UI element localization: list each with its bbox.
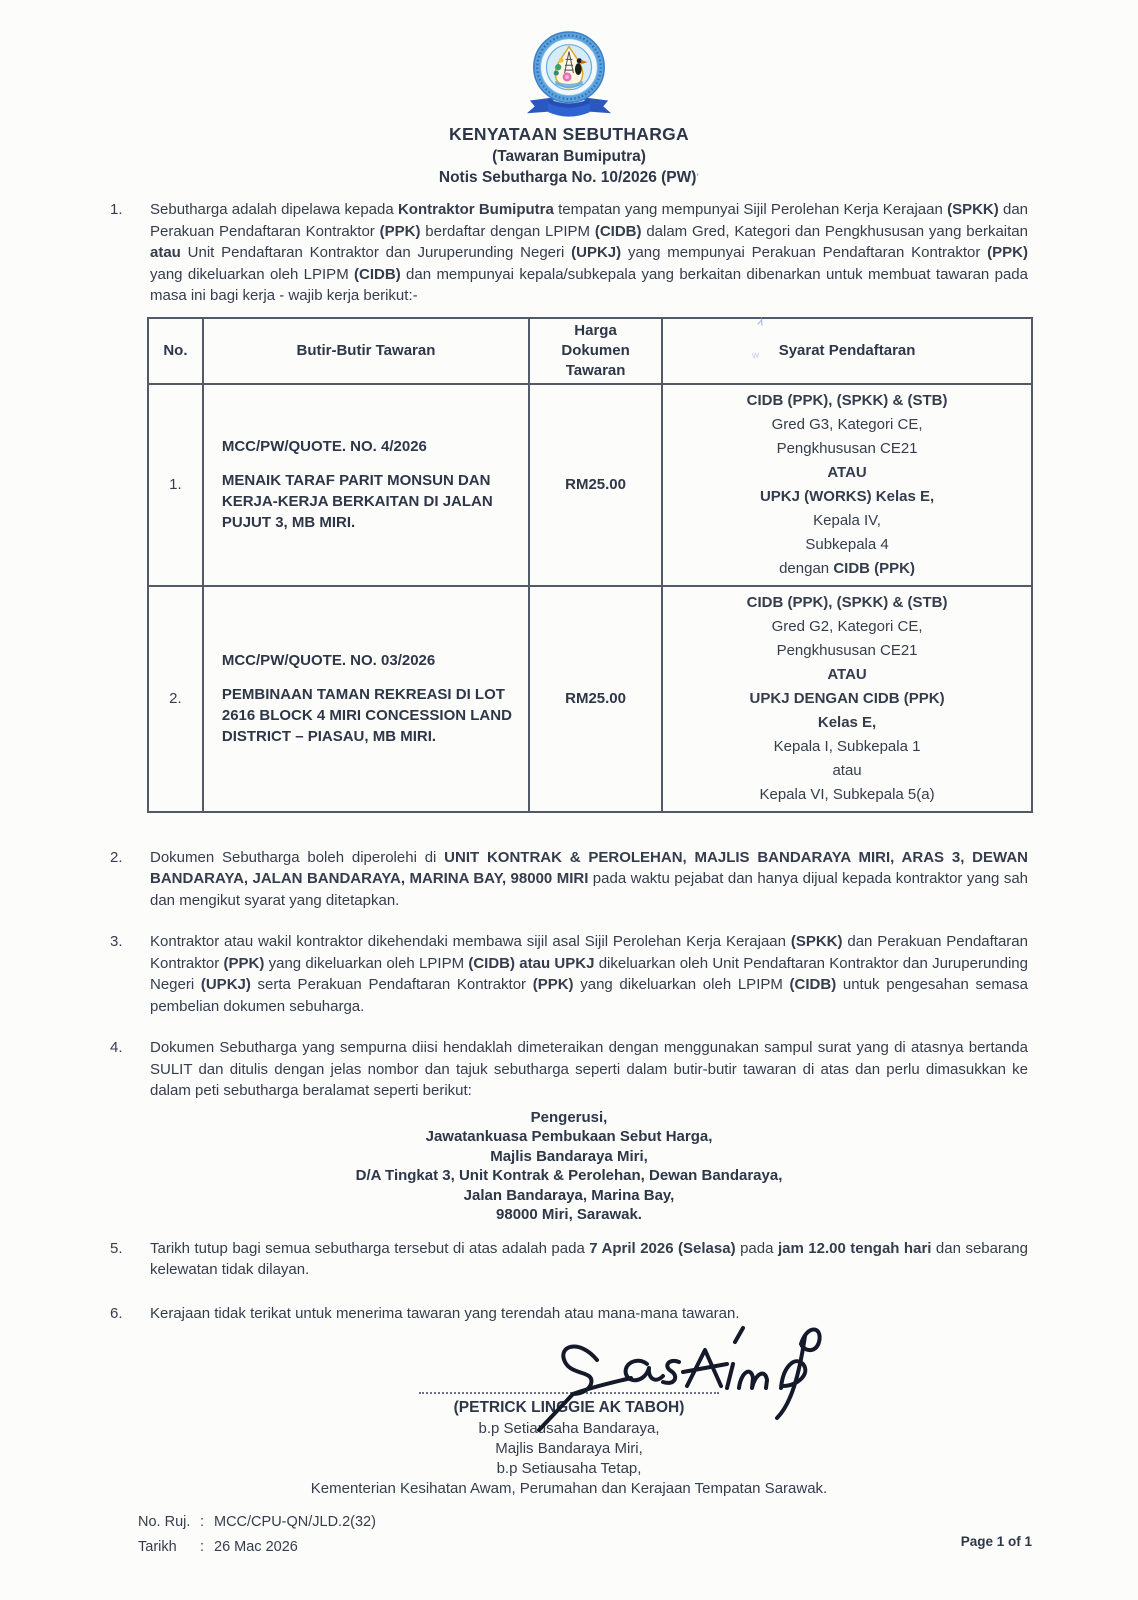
document-header: [0, 0, 1138, 189]
signature-block: [110, 1328, 1028, 1499]
paragraph-1: [110, 199, 1028, 307]
tender-table: [147, 317, 1033, 813]
ref-value: MCC/CPU-QN/JLD.2(32): [214, 1514, 376, 1530]
table-row: [148, 586, 1032, 812]
paragraph-4: [110, 1037, 1028, 1102]
signatory-titles: b.p Setiausaha Bandaraya, Majlis Bandaraya Miri, b.p Setiausaha Tetap, Kementerian Kesihatan Awam, Perumahan dan Kerajaan Tempatan Sarawak.: [310, 1420, 828, 1497]
registration-requirements: CIDB (PPK), (SPKK) & (STB) Gred G3, Kategori CE, Pengkhususan CE21 ATAU UPKJ (WORKS) Kelas E, Kepala IV, Subkepala 4 dengan CIDB (PPK): [662, 384, 1032, 586]
ref-colon: :: [200, 1514, 205, 1530]
paragraph-text: Dokumen Sebutharga yang sempurna diisi hendaklah dimeteraikan dengan menggunakan sampul surat yang di atasnya bertanda SULIT dan ditulis dengan jelas nombor dan tajuk sebutharga seperti dalam butir-butir tawaran di atas dan perlu dimasukkan ke dalam peti sebutharga beralamat seperti berikut:: [150, 1039, 1028, 1099]
document-price: RM25.00: [529, 384, 662, 586]
page-number: Page 1 of 1: [960, 1534, 1032, 1549]
crest-svg: [510, 30, 628, 122]
signatory-name: (PETRICK LINGGIE AK TABOH): [453, 1399, 685, 1416]
miri-city-council-crest-icon: [0, 30, 1138, 122]
paragraph-2: [110, 847, 1028, 912]
reference-footer: [138, 1510, 376, 1560]
scan-mark: ʼ: [696, 171, 700, 185]
paragraph-5: [110, 1238, 1028, 1281]
quote-ref: MCC/PW/QUOTE. NO. 4/2026: [221, 438, 427, 455]
date-value: 26 Mac 2026: [214, 1539, 298, 1555]
submission-address: Pengerusi, Jawatankuasa Pembukaan Sebut Harga, Majlis Bandaraya Miri, D/A Tingkat 3, Unit Kontrak & Perolehan, Dewan Bandaraya, Jalan Bandaraya, Marina Bay, 98000 Miri, Sarawak.: [355, 1108, 783, 1223]
scan-artifact: w: [751, 349, 760, 362]
date-colon: :: [200, 1539, 205, 1555]
col-header-butir: Butir-Butir Tawaran: [203, 318, 529, 384]
paragraph-text: Kontraktor atau wakil kontraktor dikehendaki membawa sijil asal Sijil Perolehan Kerja Kerajaan (SPKK) dan Perakuan Pendaftaran Kontraktor (PPK) yang dikeluarkan oleh LPIPM (CIDB) atau UPKJ dikeluarkan oleh Unit Pendaftaran Kontraktor dan Juruperunding Negeri (UPKJ) serta Perakuan Pendaftaran Kontraktor (PPK) yang dikeluarkan oleh LPIPM (CIDB) untuk pengesahan semasa pembelian dokumen sebuharga.: [150, 933, 1028, 1015]
signature-line: [419, 1392, 719, 1394]
paragraph-text: Tarikh tutup bagi semua sebutharga tersebut di atas adalah pada 7 April 2026 (Selasa) pada jam 12.00 tengah hari dan sebarang kelewatan tidak dilayan.: [150, 1239, 1028, 1278]
tender-details: [203, 586, 529, 812]
quote-ref: MCC/PW/QUOTE. NO. 03/2026: [221, 652, 436, 669]
document-price: RM25.00: [529, 586, 662, 812]
col-header-syarat: Syarat Pendaftaran: [662, 318, 1032, 384]
table-row: [148, 384, 1032, 586]
paragraph-number: 3.: [110, 933, 123, 950]
notice-number: Notis Sebutharga No. 10/2026 (PW)ʼ: [438, 169, 700, 186]
paragraph-3: [110, 931, 1028, 1017]
date-label: Tarikh: [138, 1539, 177, 1555]
registration-requirements: CIDB (PPK), (SPKK) & (STB) Gred G2, Kategori CE, Pengkhususan CE21 ATAU UPKJ DENGAN CIDB (PPK) Kelas E, Kepala I, Subkepala 1 atau Kepala VI, Subkepala 5(a): [662, 586, 1032, 812]
row-number: 2.: [148, 586, 203, 812]
paragraph-6: [110, 1303, 1028, 1325]
col-header-no: No.: [148, 318, 203, 384]
paragraph-number: 5.: [110, 1239, 123, 1257]
ref-label: No. Ruj.: [138, 1514, 191, 1530]
page-subtitle: (Tawaran Bumiputra): [492, 148, 646, 165]
paragraph-text: Dokumen Sebutharga boleh diperolehi di UNIT KONTRAK & PEROLEHAN, MAJLIS BANDARAYA MIRI, ARAS 3, DEWAN BANDARAYA, JALAN BANDARAYA, MARINA BAY, 98000 MIRI pada waktu pejabat dan hanya dijual kepada kontraktor yang sah dan mengikut syarat yang ditetapkan.: [150, 848, 1028, 909]
paragraph-text: Sebutharga adalah dipelawa kepada Kontraktor Bumiputra tempatan yang mempunyai Sijil Perolehan Kerja Kerajaan (SPKK) dan Perakuan Pendaftaran Kontraktor (PPK) berdaftar dengan LPIPM (CIDB) dalam Gred, Kategori dan Pengkhususan yang berkaitan atau Unit Pendaftaran Kontraktor dan Juruperunding Negeri (UPKJ) yang mempunyai Perakuan Pendaftaran Kontraktor (PPK) yang dikeluarkan oleh LPIPM (CIDB) dan mempunyai kepala/subkepala yang berkaitan dibenarkan untuk membuat tawaran pada masa ini bagi kerja - wajib kerja berikut:-: [150, 201, 1029, 304]
quote-desc: MENAIK TARAF PARIT MONSUN DAN KERJA-KERJA BERKAITAN DI JALAN PUJUT 3, MB MIRI.: [221, 472, 493, 531]
row-number: 1.: [148, 384, 203, 586]
tender-details: [203, 384, 529, 586]
scan-artifact: λ: [756, 315, 766, 329]
paragraph-number: 6.: [110, 1304, 123, 1322]
paragraph-number: 2.: [110, 848, 123, 866]
page-title: KENYATAAN SEBUTHARGA: [449, 124, 689, 144]
col-header-harga: Harga Dokumen Tawaran: [529, 318, 662, 384]
table-header-row: [148, 318, 1032, 384]
quote-desc: PEMBINAAN TAMAN REKREASI DI LOT 2616 BLOCK 4 MIRI CONCESSION LAND DISTRICT – PIASAU, MB MIRI.: [221, 686, 512, 745]
paragraph-text: Kerajaan tidak terikat untuk menerima tawaran yang terendah atau mana-mana tawaran.: [150, 1304, 740, 1322]
paragraph-number: 1.: [110, 201, 123, 218]
paragraph-number: 4.: [110, 1039, 123, 1056]
